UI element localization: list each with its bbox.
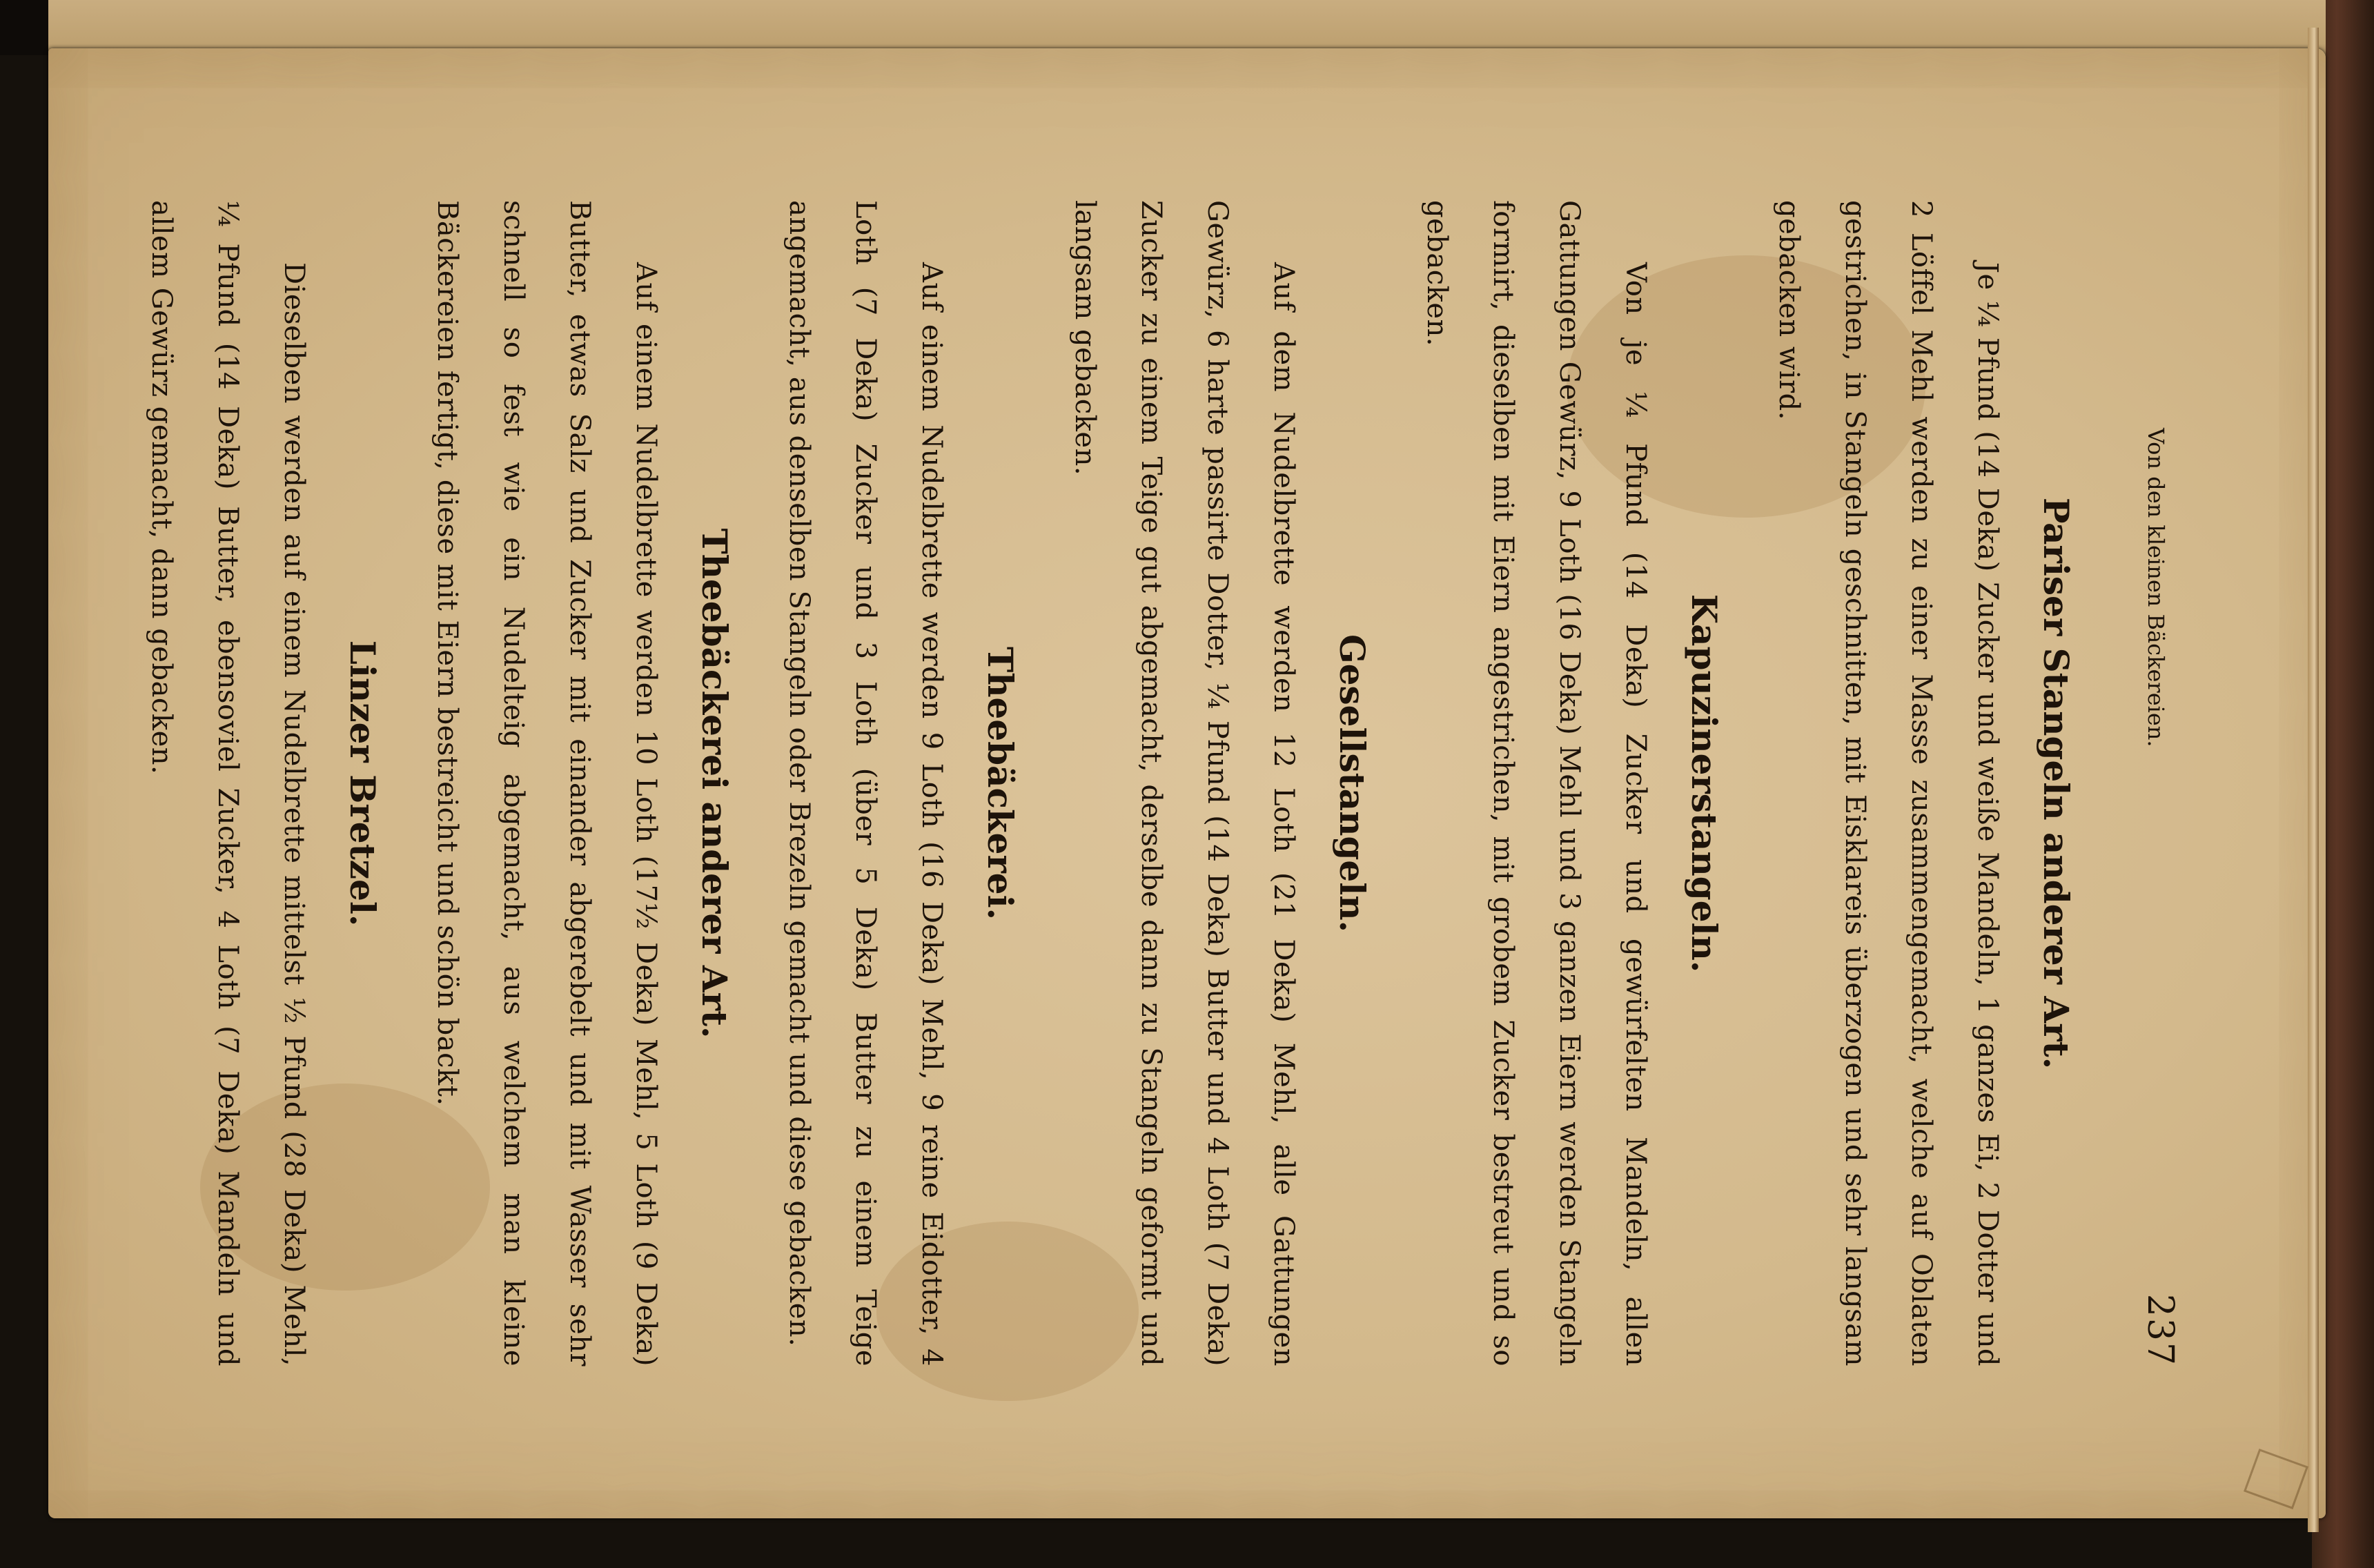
running-head (2135, 200, 2181, 1366)
recipe-title: Kapuzinerstangeln. (1684, 594, 1725, 973)
recipe (1052, 200, 1383, 1366)
recipe-text: Von je ¼ Pfund (14 Deka) Zucker und gewürfelten Mandeln, allen Gattungen Gewürz, 9 Loth (16 Deka) Mehl und 3 ganzen Eiern werden Stangeln formirt, dieselben mit Eiern angestrichen, mit grobem Zucker bestreut und so gebacken. (1421, 200, 1651, 1366)
page-edge (2308, 28, 2319, 1532)
recipe-title: Theebäckerei. (980, 647, 1021, 920)
recipe (414, 200, 745, 1366)
recipe-text: Auf einem Nudelbrette werden 9 Loth (16 Deka) Mehl, 9 reine Eidotter, 4 Loth (7 Deka) Zucker und 3 Loth (über 5 Deka) Butter zu einem Teige angemacht, aus denselben Stangeln oder Brezeln gemacht und diese gebacken. (783, 200, 948, 1366)
rotated-page-text (146, 200, 2181, 1366)
recipe-title: Gesellstangeln. (1332, 634, 1373, 932)
page-number: 237 (2139, 1293, 2181, 1366)
recipe-title: Pariser Stangeln anderer Art. (2036, 497, 2077, 1070)
recipe (128, 200, 393, 1366)
recipe (1756, 200, 2087, 1366)
running-head-title: Von den kleinen Bäckereien. (2143, 428, 2169, 747)
recipe-text: Je ¼ Pfund (14 Deka) Zucker und weiße Mandeln, 1 ganzes Ei, 2 Dotter und 2 Löffel Mehl werden zu einer Masse zusammengemacht, welche auf Oblaten gestrichen, in Stangeln geschnitten, mit Eisklareis überzogen und sehr langsam gebacken wird. (1773, 200, 2003, 1366)
recipe (766, 200, 1031, 1366)
recipe-text: Auf einem Nudelbrette werden 10 Loth (17½ Deka) Mehl, 5 Loth (9 Deka) Butter, etwas Salz und Zucker mit einander abgerebelt und mit Wasser sehr schnell so fest wie ein Nudelteig abgemacht, aus welchem man kleine Bäckereien fertigt, diese mit Eiern bestreicht und schön backt. (431, 200, 662, 1366)
recipe-title: Linzer Bretzel. (342, 640, 383, 927)
recipe-text: Dieselben werden auf einem Nudelbrette mittelst ½ Pfund (28 Deka) Mehl, ¼ Pfund (14 Deka) Butter, ebensoviel Zucker, 4 Loth (7 Deka) Mandeln und allem Gewürz gemacht, dann gebacken. (146, 200, 310, 1366)
recipe-title: Theebäckerei anderer Art. (694, 528, 735, 1039)
recipe-text: Auf dem Nudelbrette werden 12 Loth (21 Deka) Mehl, alle Gattungen Gewürz, 6 harte passirte Dotter, ¼ Pfund (14 Deka) Butter und 4 Loth (7 Deka) Zucker zu einem Teige gut abgemacht, derselbe dann zu Stangeln geformt und langsam gebacken. (1069, 200, 1299, 1366)
recipe (1404, 200, 1735, 1366)
